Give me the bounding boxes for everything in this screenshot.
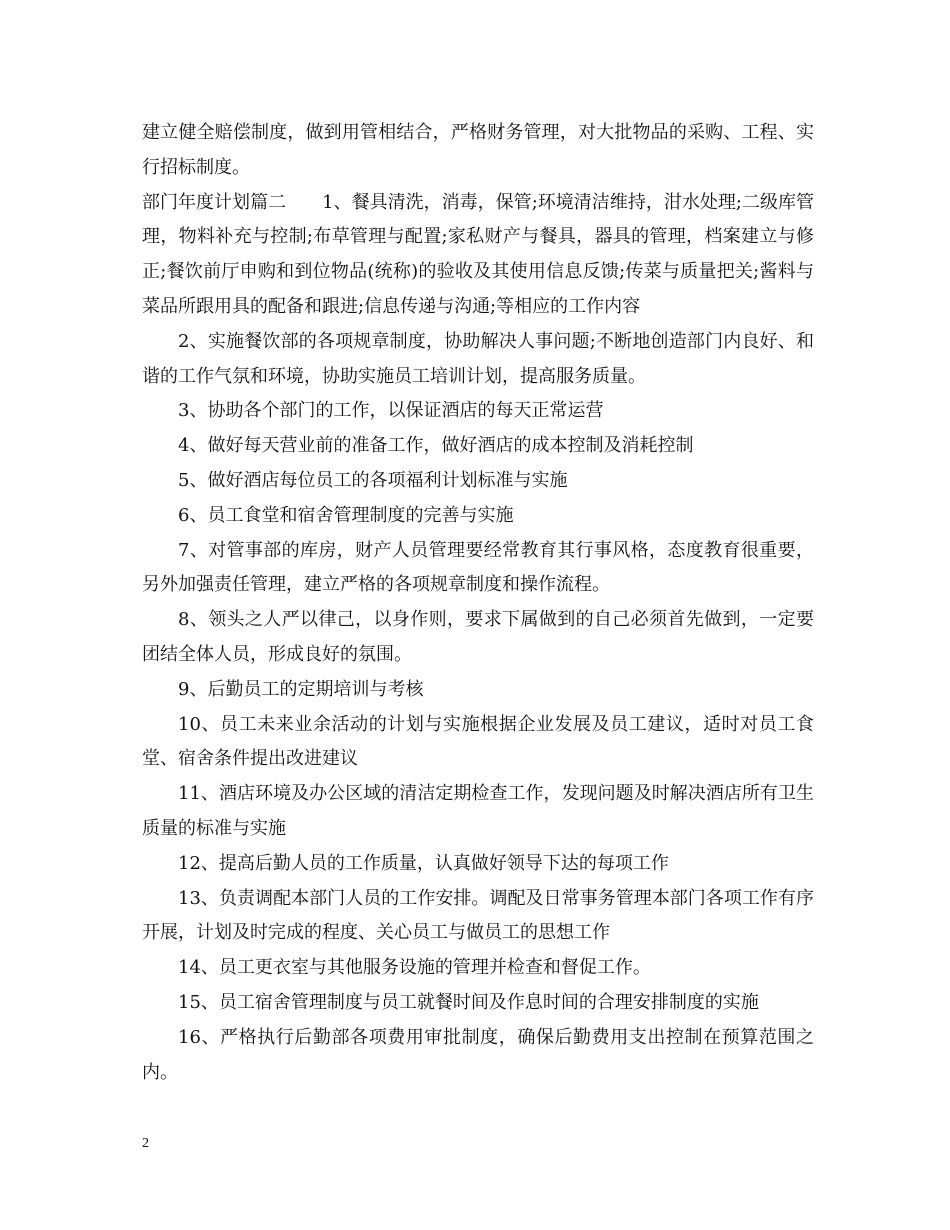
paragraph-item-9: 9、后勤员工的定期培训与考核 [178,678,424,700]
paragraph-intro: 建立健全赔偿制度，做到用管相结合，严格财务管理，对大批物品的采购、工程、实行招标制度。 [142,122,814,178]
paragraph-item-16: 16、严格执行后勤部各项费用审批制度，确保后勤费用支出控制在预算范围之内。 [142,1026,814,1083]
paragraph-section-heading: 部门年度计划篇二 1、餐具清洗，消毒，保管;环境清洁维持，泔水处理;二级库管理，物料补充与控制;布草管理与配置;家私财产与餐具，器具的管理，档案建立与修正;餐饮前厅申购和到位物品(统称)的验收及其使用信息反馈;传菜与质量把关;酱料与菜品所跟用具的配备和跟进;信息传递与沟通;等相应的工作内容 [142,191,814,317]
page-number: 2 [142,1136,149,1151]
paragraph-item-14: 14、员工更衣室与其他服务设施的管理并检查和督促工作。 [178,957,651,979]
paragraph-item-10: 10、员工未来业余活动的计划与实施根据企业发展及员工建议，适时对员工食堂、宿舍条件提出改进建议 [142,713,814,770]
paragraph-item-3: 3、协助各个部门的工作，以保证酒店的每天正常运营 [178,400,604,422]
document-body [142,116,814,1090]
paragraph-item-11: 11、酒店环境及办公区域的清洁定期检查工作，发现问题及时解决酒店所有卫生质量的标准与实施 [142,783,814,839]
paragraph-item-2: 2、实施餐饮部的各项规章制度，协助解决人事问题;不断地创造部门内良好、和谐的工作气氛和环境，协助实施员工培训计划，提高服务质量。 [142,330,814,387]
paragraph-item-5: 5、做好酒店每位员工的各项福利计划标准与实施 [178,469,568,491]
paragraph-item-8: 8、领头之人严以律己，以身作则，要求下属做到的自己必须首先做到，一定要团结全体人员，形成良好的氛围。 [142,609,814,665]
paragraph-item-6: 6、员工食堂和宿舍管理制度的完善与实施 [178,504,514,526]
paragraph-item-13: 13、负责调配本部门人员的工作安排。调配及日常事务管理本部门各项工作有序开展，计划及时完成的程度、关心员工与做员工的思想工作 [142,887,814,944]
paragraph-item-7: 7、对管事部的库房，财产人员管理要经常教育其行事风格，态度教育很重要，另外加强责任管理，建立严格的各项规章制度和操作流程。 [142,539,814,596]
paragraph-item-15: 15、员工宿舍管理制度与员工就餐时间及作息时间的合理安排制度的实施 [178,991,759,1013]
paragraph-item-12: 12、提高后勤人员的工作质量，认真做好领导下达的每项工作 [178,852,669,874]
paragraph-item-4: 4、做好每天营业前的准备工作，做好酒店的成本控制及消耗控制 [178,435,694,457]
